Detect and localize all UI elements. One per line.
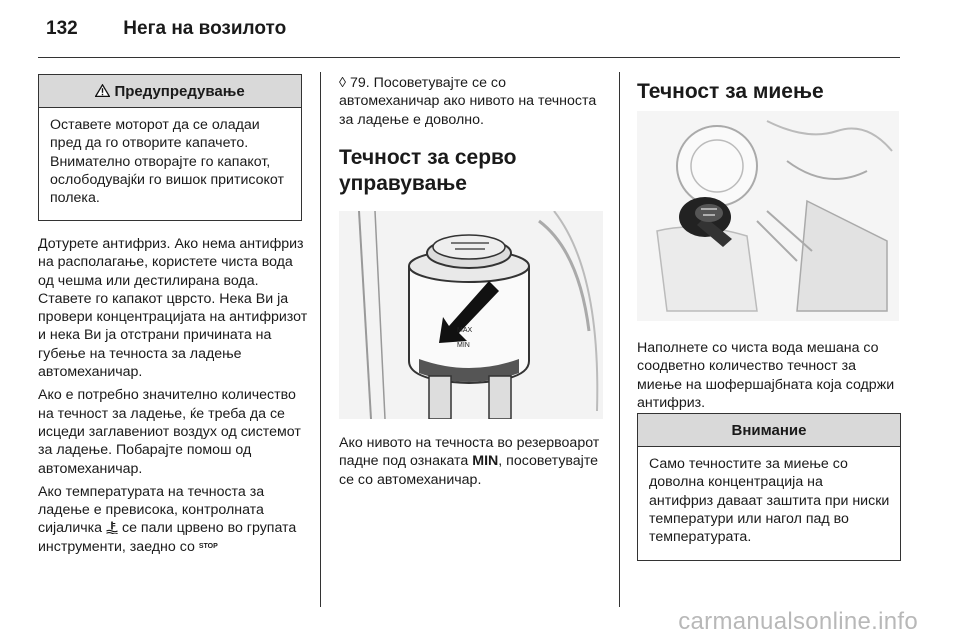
notice-box [637,413,901,561]
washer-fluid-heading: Течност за миење [637,80,824,103]
reference-arrow-icon: ◊ [339,75,347,91]
coolant-paragraph-2: Ако е потребно значително количество на течност за ладење, ќе треба да се исцеди заглавениот воздух од системот за ладење. Побарајте помош од автомеханичар. [38,387,301,477]
reference-paragraph: ◊ 79. Посоветувајте се со автомеханичар ако нивото на течноста за ладење е доволно. [339,75,597,128]
warning-triangle-icon [95,83,114,100]
warning-box [38,74,302,221]
power-steering-heading: Течност за серво управување [339,145,517,195]
power-steering-reservoir-illustration [339,211,603,419]
page-title: Нега на возилото [123,18,287,39]
notice-title: Внимание [638,414,900,447]
stop-icon: STOP [198,542,218,550]
min-mark: MIN [472,453,499,470]
coolant-paragraph-3: Ако температурата на течноста за ладење е превисока, контролната сијаличка се пали црвено во групата инструменти, заедно со STOP [38,483,297,555]
figure-min-label: MIN [457,342,470,349]
header-rule [38,57,900,58]
figure-max-label: MAX [457,327,473,334]
notice-text: Само течностите за миење со доволна концентрација на антифриз даваат заштита при ниски температури или нагол пад во температурата. [649,456,890,546]
coolant-paragraph-1: Дотурете антифриз. Ако нема антифриз на располагање, користете чиста вода од чешма или дестилирана вода. Ставете го капакот цврсто. Нека Ви ја провери концентрацијата на антифризот и нека Ви ја отстрани причината на губење на течноста за ладење автомеханичар. [38,236,308,381]
page-header [46,18,286,40]
warning-title: Предупредување [114,83,245,100]
power-steering-paragraph: Ако нивото на течноста во резервоарот падне под ознаката MIN, посоветувајте се со автомеханичар. [339,435,600,488]
coolant-temperature-icon [106,520,118,536]
washer-fluid-reservoir-illustration [637,111,899,321]
washer-fluid-paragraph: Наполнете со чиста вода мешана со соодветно количество течност за миење на шофершајбната која содржи антифриз. [637,340,895,411]
column-divider-1 [320,72,321,607]
warning-header [39,75,301,108]
column-divider-2 [619,72,620,607]
warning-text: Оставете моторот да се оладаи пред да го отворите капачето. Внимателно отворајте го капакот, ослободувајќи го вишок притисокот полека. [50,117,284,207]
watermark: carmanualsonline.info [678,608,918,635]
page-number: 132 [46,18,78,39]
